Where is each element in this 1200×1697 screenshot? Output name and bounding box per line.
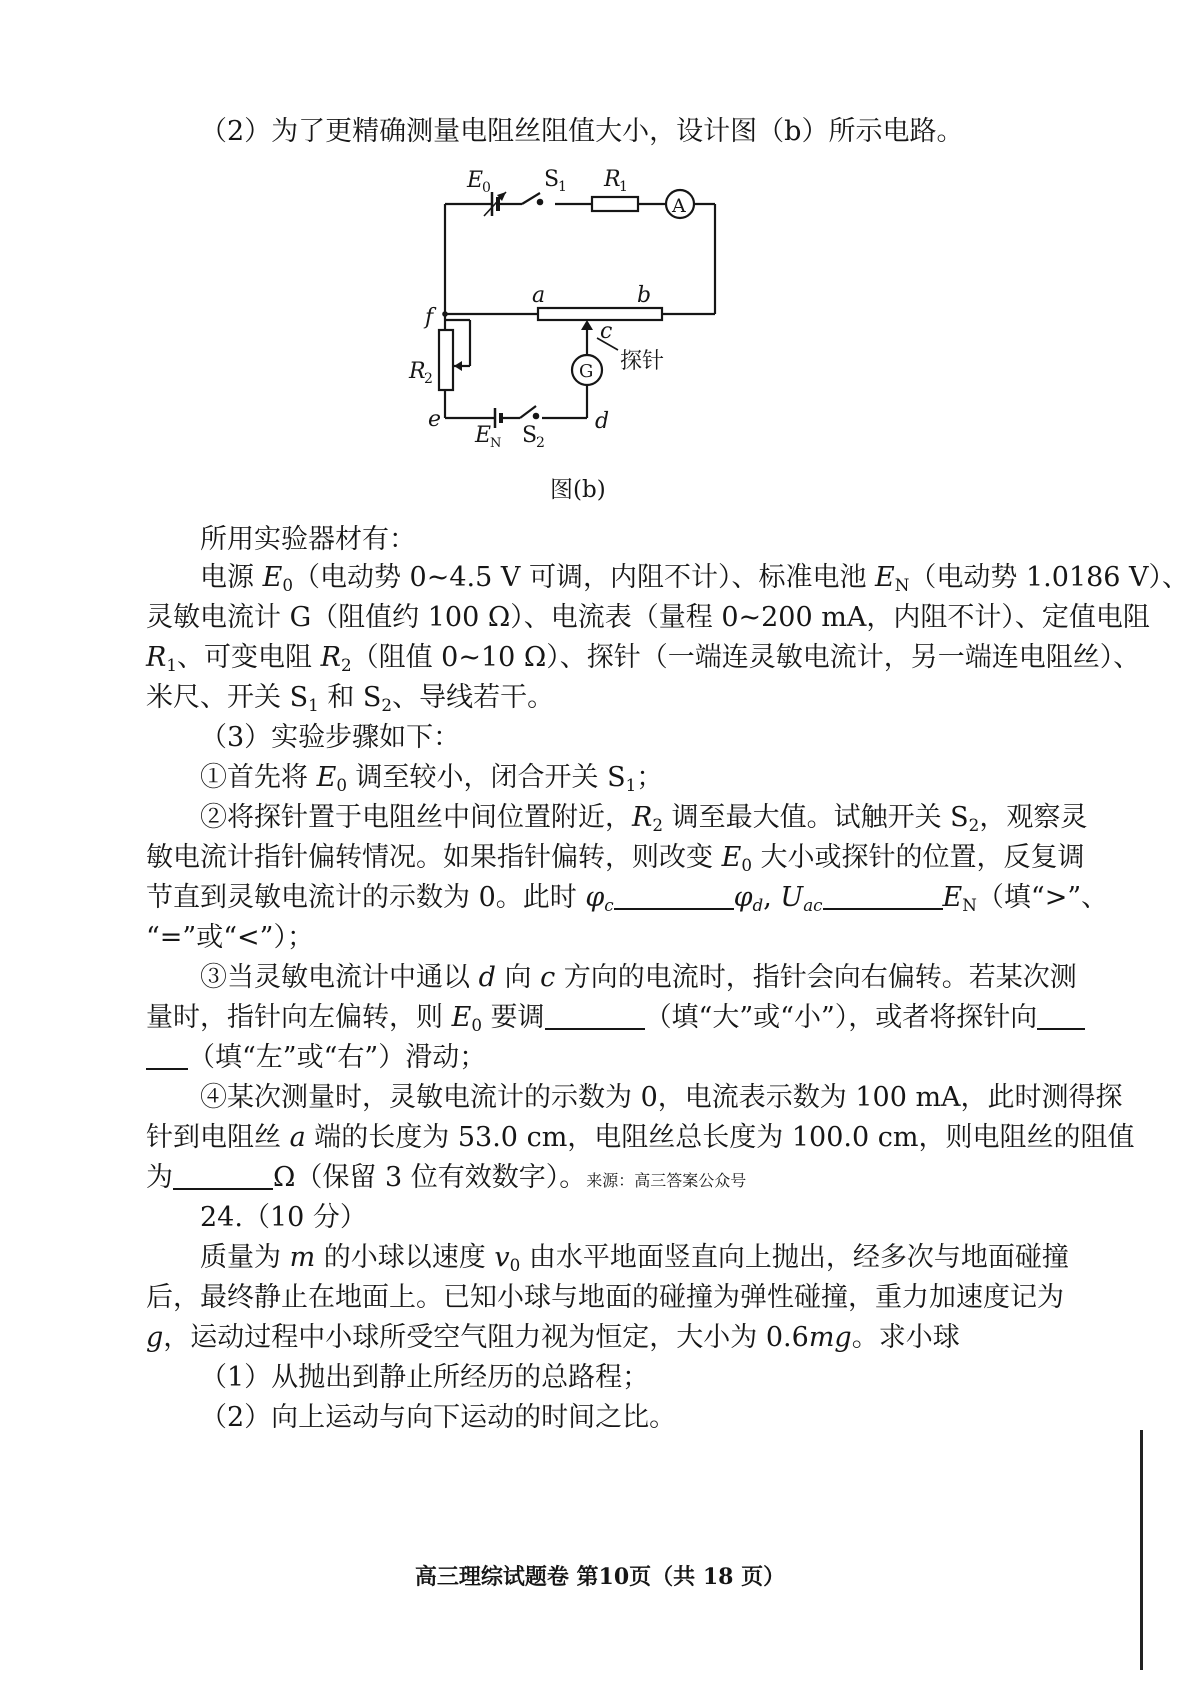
label-a: a bbox=[532, 283, 546, 308]
answer-blank-2[interactable] bbox=[823, 878, 943, 910]
q24-part-2: （2）向上运动与向下运动的时间之比。 bbox=[200, 1402, 677, 1433]
answer-blank-4b[interactable] bbox=[146, 1038, 188, 1070]
q3-step-1: ①首先将 $E_0$ 调至较小，闭合开关 $S_1$； bbox=[200, 762, 664, 796]
materials-line-1: 电源 $E_0$（电动势 0~4.5 V 可调，内阻不计）、标准电池 $E_N$（电动势 1.0186 V）、 bbox=[200, 562, 1190, 596]
label-d: d bbox=[595, 409, 610, 434]
materials-line-2: 灵敏电流计 G（阻值约 100 Ω）、电流表（量程 0~200 mA，内阻不计）、定值电阻 bbox=[146, 602, 1150, 633]
label-EN-sub: N bbox=[490, 436, 502, 451]
q3-step-3-line-3: （填“左”或“右”）滑动； bbox=[146, 1038, 486, 1078]
q24-line-3: g，运动过程中小球所受空气阻力视为恒定，大小为 0.6mg。求小球 bbox=[146, 1322, 960, 1353]
label-c: c bbox=[600, 319, 613, 344]
label-S1: S bbox=[544, 167, 560, 192]
label-E0-sub: 0 bbox=[482, 180, 491, 196]
q3-step-3-line-2: 量时，指针向左偏转，则 $E_0$ 要调 （填“大”或“小”），或者将探针向 bbox=[146, 998, 1085, 1038]
q3-step-3-line-1: ③当灵敏电流计中通以 d 向 c 方向的电流时，指针会向右偏转。若某次测 bbox=[200, 962, 1077, 993]
label-S2-sub: 2 bbox=[536, 435, 545, 451]
source-note: 来源：高三答案公众号 bbox=[586, 1171, 747, 1190]
answer-blank-3[interactable] bbox=[545, 998, 645, 1030]
label-e: e bbox=[428, 407, 442, 432]
label-R1: R bbox=[604, 167, 621, 192]
materials-title: 所用实验器材有： bbox=[200, 524, 416, 555]
answer-blank-1[interactable] bbox=[614, 878, 734, 910]
label-S2: S bbox=[522, 423, 538, 448]
label-probe: 探针 bbox=[620, 349, 665, 374]
label-E0: E bbox=[467, 168, 484, 193]
label-f: f bbox=[425, 305, 434, 330]
label-R2: R bbox=[409, 359, 426, 384]
materials-line-4: 米尺、开关 $S_1$ 和 $S_2$、导线若干。 bbox=[146, 682, 555, 716]
q3-step-2-line-1: ②将探针置于电阻丝中间位置附近，$R_2$ 调至最大值。试触开关 $S_2$，观察灵 bbox=[200, 802, 1088, 836]
label-R1-sub: 1 bbox=[619, 179, 628, 195]
page-footer: 高三理综试题卷 第10页（共 18 页） bbox=[414, 1564, 786, 1590]
figure-caption: 图(b) bbox=[550, 477, 606, 503]
q3-step-2-line-2: 敏电流计指针偏转情况。如果指针偏转，则改变 $E_0$ 大小或探针的位置，反复调 bbox=[146, 842, 1085, 876]
answer-blank-4a[interactable] bbox=[1037, 998, 1085, 1030]
q3-title: （3）实验步骤如下： bbox=[200, 722, 461, 753]
q24-part-1: （1）从抛出到静止所经历的总路程； bbox=[200, 1362, 650, 1393]
q3-step-4-line-2: 针到电阻丝 a 端的长度为 53.0 cm，电阻丝总长度为 100.0 cm，则电阻丝的阻值 bbox=[146, 1122, 1135, 1153]
galvanometer-label: G bbox=[579, 361, 594, 382]
label-R2-sub: 2 bbox=[424, 371, 433, 387]
q24-title: 24.（10 分） bbox=[200, 1202, 367, 1233]
answer-blank-5[interactable] bbox=[173, 1158, 273, 1190]
ammeter-label: A bbox=[672, 195, 686, 217]
label-b: b bbox=[637, 283, 652, 308]
q3-step-4-line-1: ④某次测量时，灵敏电流计的示数为 0，电流表示数为 100 mA，此时测得探 bbox=[200, 1082, 1123, 1113]
q24-line-2: 后，最终静止在地面上。已知小球与地面的碰撞为弹性碰撞，重力加速度记为 bbox=[146, 1282, 1064, 1313]
q3-step-4-line-3: 为 Ω（保留 3 位有效数字）。来源：高三答案公众号 bbox=[146, 1158, 746, 1201]
label-S1-sub: 1 bbox=[558, 179, 567, 195]
circuit-diagram-b bbox=[409, 167, 740, 460]
q2-intro: （2）为了更精确测量电阻丝阻值大小，设计图（b）所示电路。 bbox=[200, 116, 964, 147]
q3-step-2-line-4: “=”或“<”）； bbox=[146, 922, 314, 953]
q3-step-2-line-3: 节直到灵敏电流计的示数为 0。此时 $\varphi_c$ $\varphi_d$, $U_{ac}$ $E_N$（填“>”、 bbox=[146, 878, 1108, 918]
label-EN: E bbox=[475, 423, 492, 448]
scan-edge-line bbox=[1140, 1430, 1143, 1670]
q24-line-1: 质量为 m 的小球以速度 $v_0$ 由水平地面竖直向上抛出，经多次与地面碰撞 bbox=[200, 1242, 1069, 1276]
materials-line-3: $R_1$、可变电阻 $R_2$（阻值 0~10 Ω）、探针（一端连灵敏电流计，另一端连电阻丝）、 bbox=[146, 642, 1141, 676]
